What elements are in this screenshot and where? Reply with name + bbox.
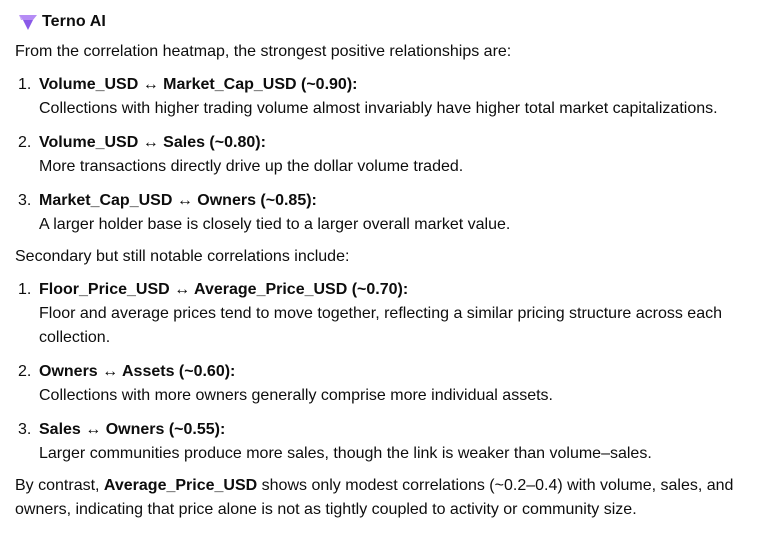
list-item — [15, 131, 757, 179]
correlation-title: Sales ↔ Owners (~0.55): — [39, 421, 226, 438]
list-number: 3. — [18, 421, 32, 438]
list-number: 2. — [18, 134, 32, 151]
list-number: 1. — [18, 76, 32, 93]
message-header — [15, 10, 757, 34]
intro-text: From the correlation heatmap, the strongest positive relationships are: — [15, 43, 512, 60]
closing-suffix: shows only modest correlations (~0.2–0.4) with volume, sales, and owners, indicating that price alone is not as tightly coupled to activity or community size. — [15, 477, 734, 518]
secondary-intro-text: Secondary but still notable correlations include: — [15, 248, 350, 265]
strong-correlations-list — [15, 73, 757, 237]
correlation-title: Volume_USD ↔ Sales (~0.80): — [39, 134, 266, 151]
closing-prefix: By contrast, — [15, 477, 104, 494]
correlation-description: Larger communities produce more sales, though the link is weaker than volume–sales. — [39, 445, 652, 462]
list-item — [15, 418, 757, 466]
list-number: 2. — [18, 363, 32, 380]
correlation-title: Owners ↔ Assets (~0.60): — [39, 363, 236, 380]
list-item — [15, 360, 757, 408]
list-number: 3. — [18, 192, 32, 209]
list-item — [15, 189, 757, 237]
correlation-description: Floor and average prices tend to move together, reflecting a similar pricing structure across each collection. — [39, 305, 722, 346]
terno-logo-icon — [18, 12, 38, 32]
correlation-title: Floor_Price_USD ↔ Average_Price_USD (~0.70): — [39, 281, 409, 298]
correlation-title: Volume_USD ↔ Market_Cap_USD (~0.90): — [39, 76, 358, 93]
correlation-description: A larger holder base is closely tied to a larger overall market value. — [39, 216, 511, 233]
correlation-description: Collections with higher trading volume almost invariably have higher total market capitalizations. — [39, 100, 718, 117]
correlation-description: Collections with more owners generally comprise more individual assets. — [39, 387, 553, 404]
closing-emphasis: Average_Price_USD — [103, 477, 258, 494]
brand-name: Terno AI — [42, 13, 106, 30]
correlation-description: More transactions directly drive up the dollar volume traded. — [39, 158, 464, 175]
closing-paragraph — [15, 474, 757, 522]
correlation-title: Market_Cap_USD ↔ Owners (~0.85): — [39, 192, 317, 209]
list-number: 1. — [18, 281, 32, 298]
list-item — [15, 278, 757, 350]
list-item — [15, 73, 757, 121]
secondary-correlations-list — [15, 278, 757, 466]
